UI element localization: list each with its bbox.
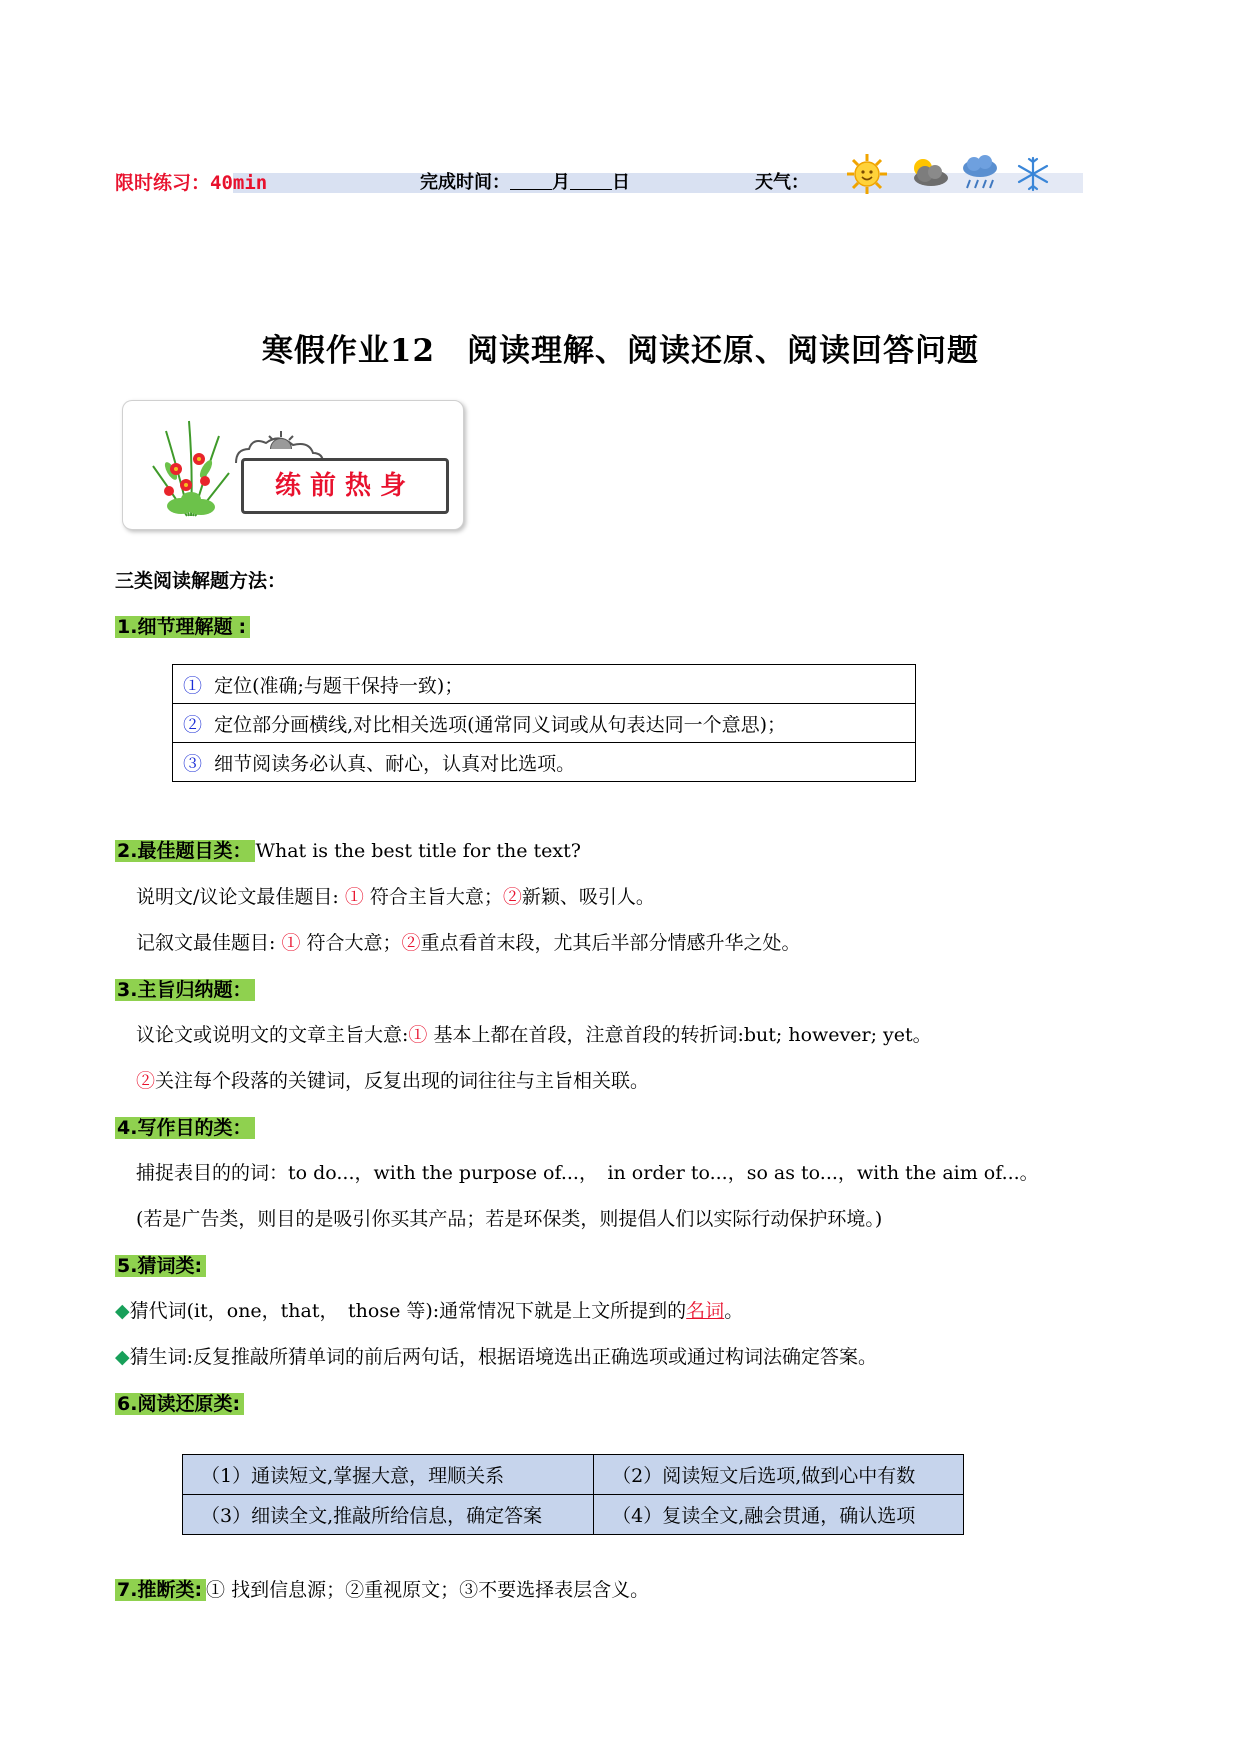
text-span: 重点看首末段，尤其后半部分情感升华之处。 [420,932,801,954]
section-4-line-1: 捕捉表目的的词：to do...，with the purpose of...， in order to...，so as to...，with the aim of...。 [136,1162,1039,1184]
header-bar [115,170,1083,196]
weather-label: 天气： [755,172,809,193]
completion-label: 完成时间： [420,172,510,193]
month-blank [510,171,552,190]
circled-number: ① [408,1024,428,1046]
table-row [173,743,916,782]
circled-number: ③ [183,752,203,775]
table-cell [173,743,916,782]
section-6-title: 6.阅读还原类: [115,1393,244,1415]
section-4-title: 4.写作目的类： [115,1117,255,1139]
day-label: 日 [612,172,630,193]
section-5-title: 5.猜词类: [115,1255,206,1277]
snowflake-icon [1013,152,1053,196]
text-span: 。 [724,1300,744,1322]
section-1-heading [115,612,250,639]
text-span: 新颖、吸引人。 [521,886,655,908]
section-5-line-1 [115,1297,743,1325]
diamond-bullet-icon: ◆ [115,1346,130,1368]
section-4-heading [115,1113,255,1140]
flower-icon [141,411,236,521]
text-span: ① 找到信息源；②重视原文；③不要选择表层含义。 [206,1579,650,1601]
section-7-line [115,1576,649,1604]
circled-number: ① [281,932,301,954]
text-span: 符合大意； [300,932,402,954]
month-label: 月 [552,172,570,193]
warmup-label: 练前热身 [241,458,449,514]
section-7-title: 7.推断类: [115,1579,206,1601]
step-text: 定位(准确;与题干保持一致)； [214,674,464,697]
text-span: 猜生词:反复推敲所猜单词的前后两句话，根据语境选出正确选项或通过构词法确定答案。 [129,1346,878,1368]
diamond-bullet-icon: ◆ [115,1300,130,1322]
table-cell [173,704,916,743]
section-2-line-2 [136,929,801,957]
table-row [183,1495,964,1535]
text-span: 猜代词(it，one，that， those 等):通常情况下就是上文所提到的 [129,1300,687,1322]
page-title: 寒假作业12 阅读理解、阅读还原、阅读回答问题 [261,333,980,369]
rain-icon [958,152,1002,196]
section-5-line-2 [115,1343,877,1371]
section-6-heading [115,1389,244,1416]
section-3-title: 3.主旨归纳题： [115,979,255,1001]
table-cell: （1）通读短文,掌握大意，理顺关系 [183,1455,594,1495]
underlined-term: 名词 [686,1300,725,1322]
circled-number: ② [502,886,522,908]
circled-number: ② [136,1070,156,1092]
cloudy-icon [903,152,951,192]
restore-steps-table [182,1454,964,1535]
circled-number: ① [183,674,203,697]
completion-time [420,170,630,196]
detail-steps-table [172,664,916,782]
table-cell: （2）阅读短文后选项,做到心中有数 [594,1455,964,1495]
table-row [183,1455,964,1495]
time-limit: 限时练习：40min [115,172,268,194]
section-2-heading-line [115,837,581,865]
step-text: 细节阅读务必认真、耐心，认真对比选项。 [214,752,576,775]
warmup-badge [122,400,464,530]
circled-number: ② [183,713,203,736]
section-5-heading [115,1251,206,1278]
text-span: 议论文或说明文的文章主旨大意: [136,1024,409,1046]
sun-icon [845,152,889,196]
intro-heading: 三类阅读解题方法： [115,570,287,592]
table-row [173,704,916,743]
table-cell: （3）细读全文,推敲所给信息，确定答案 [183,1495,594,1535]
section-3-line-1 [136,1021,932,1049]
header-bg-segment [930,173,1083,193]
section-1-title: 1.细节理解题 [115,616,236,638]
text-span: 说明文/议论文最佳题目: [136,886,345,908]
text-span: 符合主旨大意； [363,886,503,908]
section-2-title: 2.最佳题目类： [115,840,255,862]
table-cell [173,665,916,704]
circled-number: ② [401,932,421,954]
section-3-heading [115,975,255,1002]
section-1-colon: : [236,616,250,638]
day-blank [570,171,612,190]
text-span: 记叙文最佳题目: [136,932,282,954]
table-cell: （4）复读全文,融会贯通，确认选项 [594,1495,964,1535]
section-4-line-2: (若是广告类，则目的是吸引你买其产品；若是环保类，则提倡人们以实际行动保护环境。) [136,1208,883,1230]
section-3-line-2 [136,1067,649,1095]
text-span: 基本上都在首段，注意首段的转折词:but; however; yet。 [427,1024,932,1046]
best-title-question: What is the best title for the text? [255,840,581,862]
text-span: 关注每个段落的关键词，反复出现的词往往与主旨相关联。 [155,1070,650,1092]
table-row [173,665,916,704]
section-2-line-1 [136,883,655,911]
circled-number: ① [344,886,364,908]
step-text: 定位部分画横线,对比相关选项(通常同义词或从句表达同一个意思)； [214,713,786,736]
